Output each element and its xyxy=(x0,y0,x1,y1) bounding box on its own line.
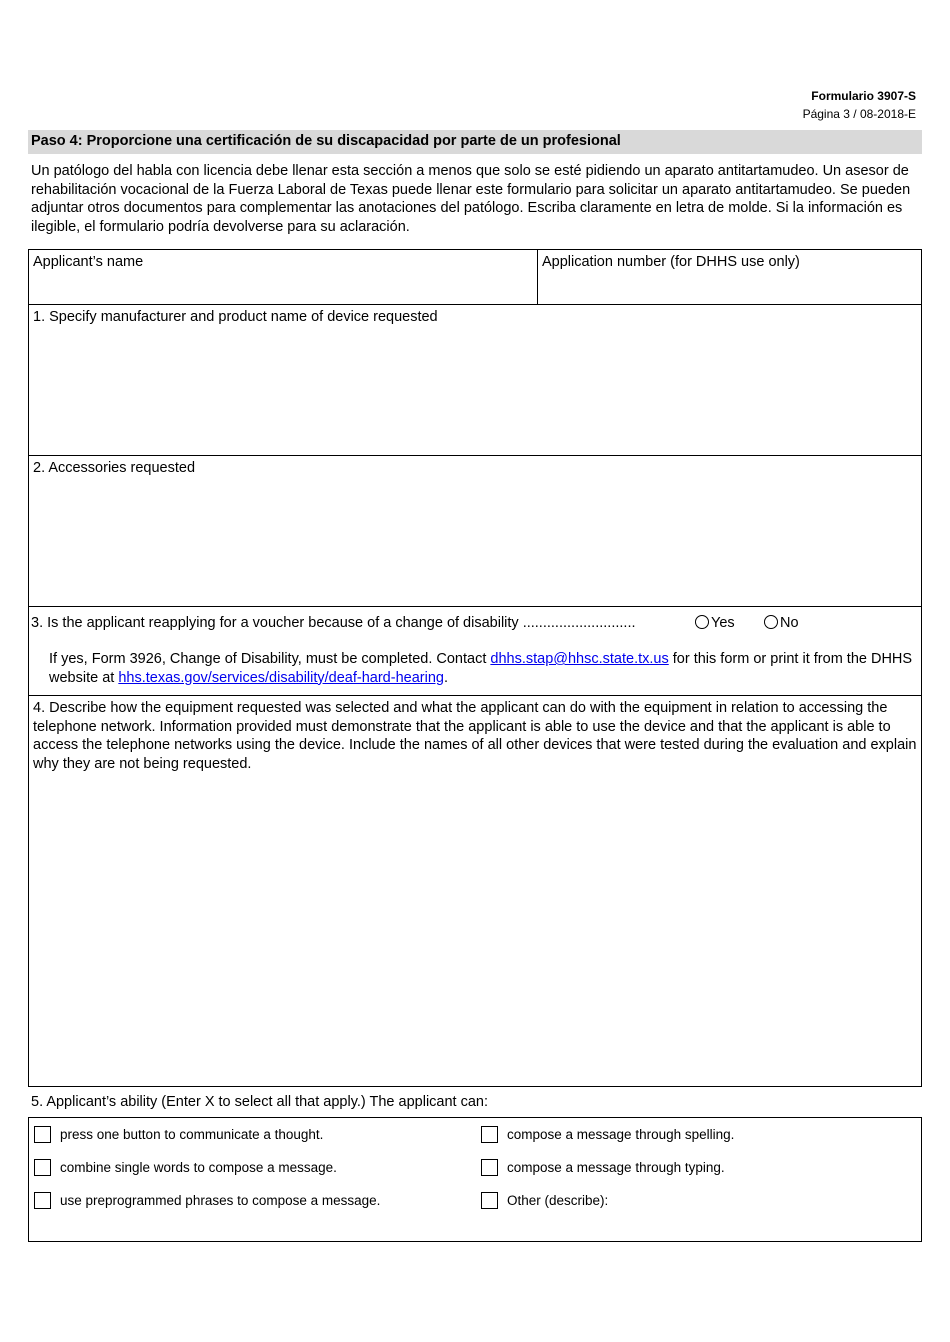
ability-label-preprogrammed: use preprogrammed phrases to compose a message. xyxy=(60,1193,381,1208)
no-option[interactable] xyxy=(764,614,799,633)
form-id: Formulario 3907-S xyxy=(811,89,916,103)
page-reference: Página 3 / 08-2018-E xyxy=(802,107,916,121)
equipment-description-label: 4. Describe how the equipment requested was selected and what the applicant can do with the equipment in relation to accessing the telephone network. Information provided must demonstrate that the applicant is able to use the device and that the applicant is able to access the telephone networks using the device. Include the names of all other devices that were tested during the evaluation and explain why they are not being requested. xyxy=(33,700,917,772)
ability-label-spelling: compose a message through spelling. xyxy=(507,1127,735,1142)
applicant-name-label: Applicant’s name xyxy=(33,254,144,270)
note-text-a: If yes, Form 3926, Change of Disability, must be completed. Contact xyxy=(49,651,491,667)
abilities-question: 5. Applicant’s ability (Enter X to select all that apply.) The applicant can: xyxy=(31,1094,489,1110)
ability-label-typing: compose a message through typing. xyxy=(507,1160,725,1175)
ability-checkbox-typing[interactable] xyxy=(481,1159,498,1176)
equipment-description-field[interactable] xyxy=(28,695,922,1087)
accessories-field[interactable] xyxy=(28,455,922,607)
no-label: No xyxy=(780,615,799,631)
yes-label: Yes xyxy=(711,615,735,631)
accessories-label: 2. Accessories requested xyxy=(33,460,196,476)
ability-label-other: Other (describe): xyxy=(507,1193,609,1208)
reapplying-section xyxy=(28,606,922,696)
website-link[interactable]: hhs.texas.gov/services/disability/deaf-hard-hearing xyxy=(118,669,444,686)
section-intro: Un patólogo del habla con licencia debe llenar esta sección a menos que solo se esté pidiendo un aparato antitartamudeo. Un asesor de rehabilitación vocacional de la Fuerza Laboral de Texas puede llenar este formulario para solicitar un aparato antitartamudeo. Se pueden adjuntar otros documentos para complementar las anotaciones del patólogo. Escriba claramente en letra de molde. Si la información es ilegible, el formulario podría devolverse para su aclaración. xyxy=(31,163,911,235)
application-number-field[interactable] xyxy=(537,249,922,305)
ability-checkbox-spelling[interactable] xyxy=(481,1126,498,1143)
reapplying-question: 3. Is the applicant reapplying for a voucher because of a change of disability ............................ xyxy=(31,615,636,631)
section-title: Paso 4: Proporcione una certificación de su discapacidad por parte de un profesional xyxy=(28,130,922,154)
ability-checkbox-other[interactable] xyxy=(481,1192,498,1209)
yes-radio[interactable] xyxy=(695,615,709,629)
application-number-label: Application number (for DHHS use only) xyxy=(542,254,800,270)
ability-label-press-button: press one button to communicate a thought. xyxy=(60,1127,324,1142)
abilities-box xyxy=(28,1117,922,1242)
ability-checkbox-press-button[interactable] xyxy=(34,1126,51,1143)
note-text-c: . xyxy=(443,669,448,686)
ability-checkbox-combine-words[interactable] xyxy=(34,1159,51,1176)
device-requested-field[interactable] xyxy=(28,304,922,456)
applicant-name-field[interactable] xyxy=(28,249,538,305)
device-requested-label: 1. Specify manufacturer and product name of device requested xyxy=(33,309,438,325)
no-radio[interactable] xyxy=(764,615,778,629)
reapplying-note xyxy=(49,650,919,687)
ability-checkbox-preprogrammed[interactable] xyxy=(34,1192,51,1209)
email-link[interactable]: dhhs.stap@hhsc.state.tx.us xyxy=(490,651,669,667)
ability-label-combine-words: combine single words to compose a message. xyxy=(60,1160,337,1175)
yes-option[interactable] xyxy=(695,614,735,633)
note-text-b: for this form or print it from the DHHS website at xyxy=(49,651,913,686)
